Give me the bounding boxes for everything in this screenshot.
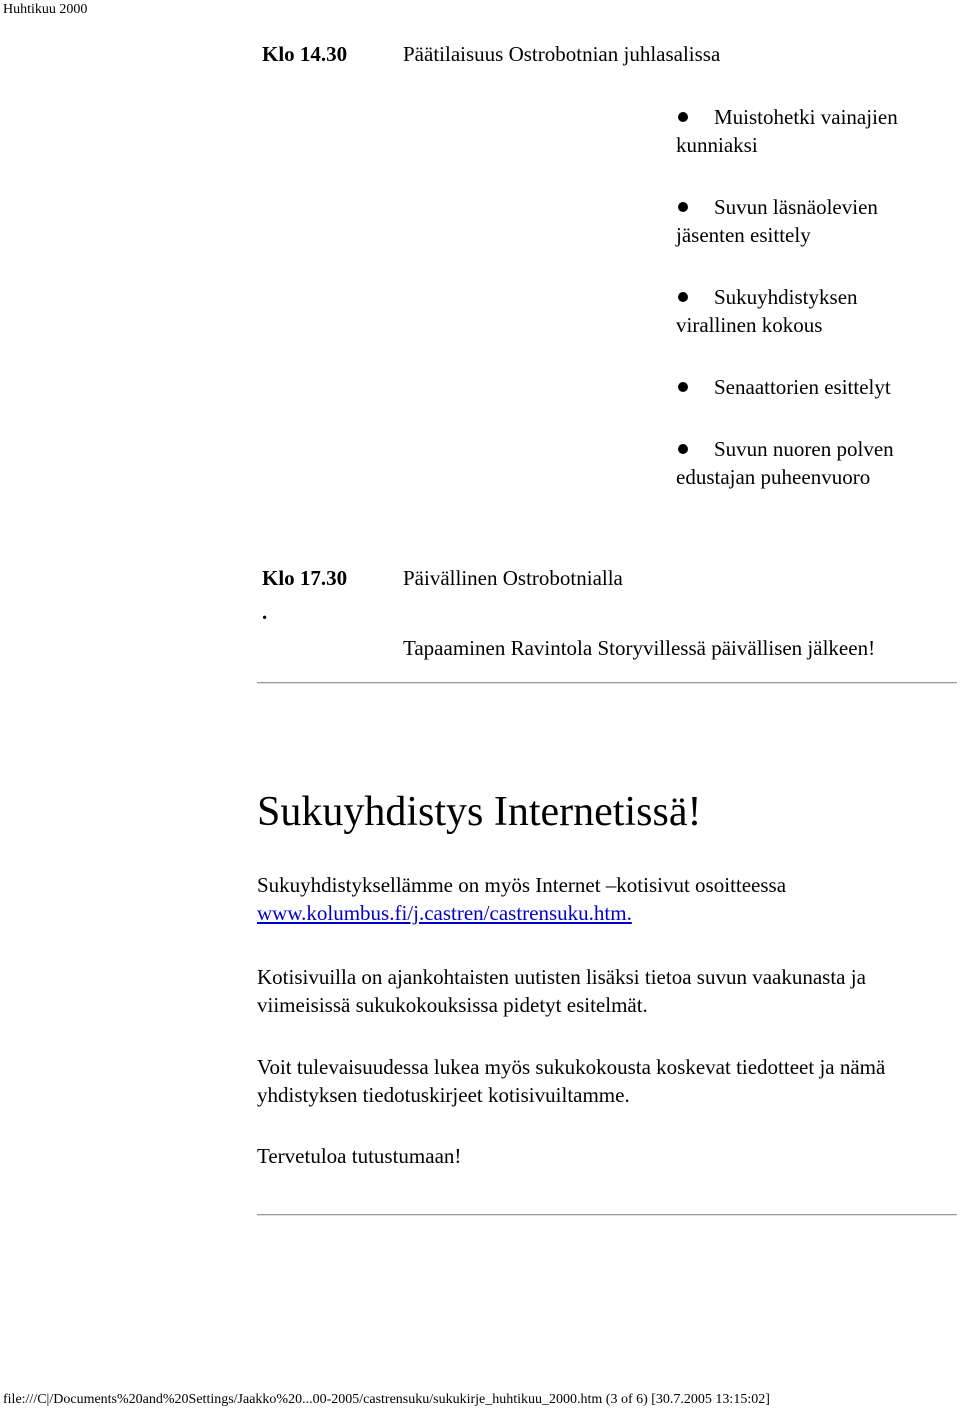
list-item-text: Sukuyhdistyksen virallinen kokous [676, 285, 858, 337]
bullet-icon [678, 382, 688, 392]
schedule-title-2: Päivällinen Ostrobotnialla [403, 566, 623, 590]
schedule-time-2-dot: . [262, 600, 268, 624]
internet-paragraph-3: Voit tulevaisuudessa lukea myös sukukokousta koskevat tiedotteet ja nämä yhdistyksen tiedotuskirjeet kotisivuiltamme. [257, 1055, 886, 1107]
divider-top [257, 682, 957, 684]
internet-intro-text: Sukuyhdistyksellämme on myös Internet –kotisivut osoitteessa [257, 873, 787, 897]
list-item-text: Suvun nuoren polven edustajan puheenvuoro [676, 437, 894, 489]
internet-intro-paragraph [257, 871, 957, 927]
list-item-text: Muistohetki vainajien kunniaksi [676, 105, 898, 157]
schedule-title-1: Päätilaisuus Ostrobotnian juhlasalissa [403, 42, 721, 66]
internet-heading: Sukuyhdistys Internetissä! [257, 789, 702, 835]
bullet-icon [678, 112, 688, 122]
internet-paragraph-2: Kotisivuilla on ajankohtaisten uutisten lisäksi tietoa suvun vaakunasta ja viimeisissä sukukokouksissa pidetyt esitelmät. [257, 965, 866, 1017]
homepage-link[interactable]: www.kolumbus.fi/j.castren/castrensuku.htm. [257, 901, 632, 925]
divider-bottom [257, 1214, 957, 1216]
bullet-icon [678, 202, 688, 212]
list-item [676, 103, 936, 159]
list-item-text: Suvun läsnäolevien jäsenten esittely [676, 195, 878, 247]
schedule-time-1: Klo 14.30 [262, 42, 348, 66]
bullet-icon [678, 444, 688, 454]
list-item [676, 193, 936, 249]
list-item-text: Senaattorien esittelyt [714, 375, 891, 399]
program-list [676, 103, 936, 525]
welcome-text: Tervetuloa tutustumaan! [257, 1144, 462, 1168]
bullet-icon [678, 292, 688, 302]
page-header-title: Huhtikuu 2000 [3, 2, 88, 17]
schedule-note: Tapaaminen Ravintola Storyvillessä päivällisen jälkeen! [403, 636, 876, 660]
list-item [676, 283, 936, 339]
schedule-time-2: Klo 17.30 [262, 566, 348, 590]
page-footer-path: file:///C|/Documents%20and%20Settings/Jaakko%20...00-2005/castrensuku/sukukirje_huhtikuu_2000.htm (3 of 6) [30.7.2005 13:15:02] [3, 1392, 770, 1407]
list-item [676, 435, 936, 491]
list-item [676, 373, 936, 401]
